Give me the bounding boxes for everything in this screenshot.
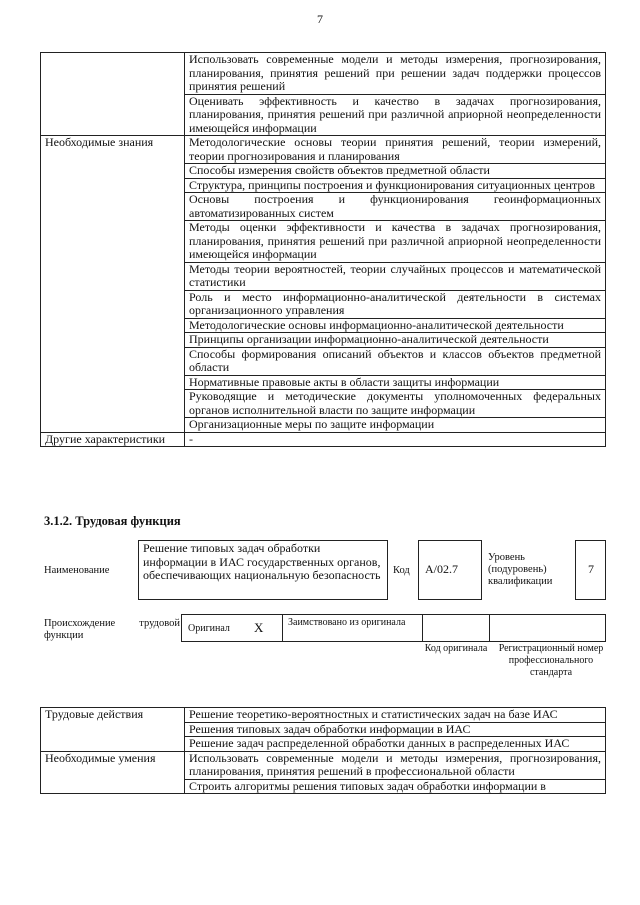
level-value-box: 7 [575,540,606,600]
table-cell: Использовать современные модели и методы измерения, прогнозирования, планирования, принятия решений в профессиональной области [185,751,606,779]
table-cell: Строить алгоритмы решения типовых задач обработки информации в [185,779,606,794]
table-cell: Решение теоретико-вероятностных и статистических задач на базе ИАС [185,708,606,723]
row-group-label: Необходимые умения [41,751,185,794]
table-cell: Методы теории вероятностей, теории случайных процессов и математической статистики [185,262,606,290]
row-group-label: Трудовые действия [41,708,185,752]
table-cell: Способы формирования описаний объектов и классов объектов предметной области [185,347,606,375]
table-cell: Оценивать эффективность и качество в задачах прогнозирования, планирования, принятия решений при различной априорной неопределенности имеющейся информации [185,94,606,136]
table-cell: Структура, принципы построения и функционирования ситуационных центров [185,178,606,193]
origin-row [181,614,606,642]
code-label: Код [393,565,410,576]
level-label: Уровень (подуровень) квалификации [488,552,553,587]
borrowed-label: Заимствовано из оригинала [288,617,406,628]
original-label: Оригинал [188,623,230,634]
table-row [41,432,606,447]
original-mark: X [254,620,264,635]
row-group-label: Необходимые знания [41,136,185,433]
table-cell: Организационные меры по защите информации [185,418,606,433]
table-row [41,53,606,95]
origin-label: Происхождение трудовой функции [44,618,180,641]
table-row [41,708,606,723]
table-cell: Методологические основы информационно-аналитической деятельности [185,318,606,333]
requirements-table [40,52,606,447]
table-cell: Методы оценки эффективности и качества в задачах прогнозирования, планирования, принятия решений при различной априорной неопределенности имеющейся информации [185,221,606,263]
row-group-label [41,53,185,136]
table-row [41,751,606,779]
table-cell: Принципы организации информационно-аналитической деятельности [185,333,606,348]
table-cell: Решение задач распределенной обработки данных в распределенных ИАС [185,737,606,752]
table-cell: Методологические основы теории принятия решений, теории измерений, теории прогнозирования и планирования [185,136,606,164]
code-cell [422,615,490,641]
registration-caption: Регистрационный номер профессионального стандарта [498,643,604,678]
original-cell [182,615,283,641]
table-cell: Решения типовых задач обработки информации в ИАС [185,722,606,737]
table-cell: Роль и место информационно-аналитической деятельности в системах организационного управления [185,290,606,318]
table-cell: Использовать современные модели и методы измерения, прогнозирования, планирования, принятия решений при решении задач поддержки процессов принятия решений [185,53,606,95]
table-cell: Нормативные правовые акты в области защиты информации [185,375,606,390]
row-group-label: Другие характеристики [41,432,185,447]
name-label: Наименование [44,565,110,576]
table-cell: Основы построения и функционирования геоинформационных автоматизированных систем [185,193,606,221]
table-cell: Способы измерения свойств объектов предметной области [185,164,606,179]
code-caption: Код оригинала [424,643,488,654]
table-cell: Руководящие и методические документы уполномоченных федеральных органов исполнительной власти по защите информации [185,390,606,418]
page-number: 7 [317,12,323,26]
function-code-box: А/02.7 [418,540,482,600]
table-cell: - [185,432,606,447]
function-name-box: Решение типовых задач обработки информации в ИАС государственных органов, обеспечивающих национальную безопасность [138,540,388,600]
actions-table [40,707,606,794]
section-heading: 3.1.2. Трудовая функция [44,514,181,528]
table-row [41,136,606,164]
